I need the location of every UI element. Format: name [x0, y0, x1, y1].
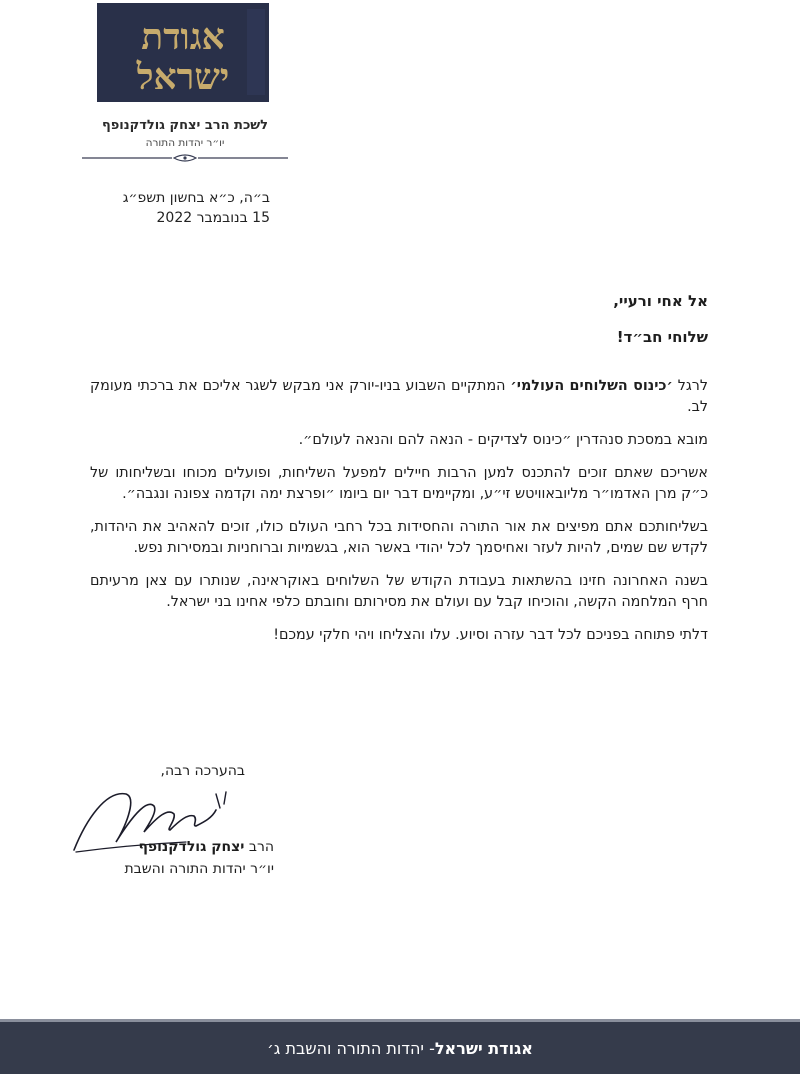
office-title: לשכת הרב יצחק גולדקנופף — [101, 118, 269, 133]
footer-party-name: אגודת ישראל — [434, 1038, 533, 1058]
hebrew-date: ב״ה, כ״א בחשון תשפ״ג — [122, 190, 270, 206]
gregorian-date: 15 בנובמבר 2022 — [156, 210, 270, 226]
signer-name-line — [60, 836, 274, 858]
paragraph-4: בשליחותכם אתם מפיצים את אור התורה והחסידות בכל רחבי העולם כולו, זוכים להאהיב את היהדות, לקדש שם שמים, להיות לעזר ואחיסמך לכל יהודי באשר הוא, בגשמיות וברוחניות ובמסירות נפש. — [90, 519, 708, 556]
closing-salutation: בהערכה רבה, — [160, 763, 245, 779]
letter-date — [100, 188, 270, 228]
event-name: ׳כינוס השלוחים העולמי׳ — [510, 378, 673, 394]
signer-block — [60, 836, 274, 880]
signer-title: הרב — [244, 839, 274, 855]
greeting — [613, 283, 708, 355]
party-logo — [97, 3, 269, 102]
paragraph-1-start: לרגל — [672, 378, 708, 394]
paragraph-2: מובא במסכת סנהדרין ״כינוס לצדיקים - הנאה להם והנאה לעולם״. — [298, 432, 708, 448]
paragraph-6: דלתי פתוחה בפניכם לכל דבר עזרה וסיוע. עלו והצליחו ויהי חלקי עמכם! — [273, 627, 708, 643]
office-subtitle: יו״ר יהדות התורה — [145, 137, 225, 149]
footer-bar — [0, 1022, 800, 1074]
signer-role: יו״ר יהדות התורה והשבת — [124, 861, 274, 877]
party-logo-graphic — [97, 3, 269, 102]
greeting-line-1: אל אחי ורעיי, — [613, 292, 708, 310]
signer-name: יצחק גולדקנופף — [138, 839, 245, 855]
greeting-line-2: שלוחי חב״ד! — [616, 328, 708, 346]
divider-ornament — [82, 153, 288, 163]
paragraph-3: אשריכם שאתם זוכים להתכנס למען הרבות חיילים למפעל השליחות, ופועלים מכוחו ובשליחותו של כ״ק מרן האדמו״ר מליובאוויטש זי״ע, ומקיימים דבר יום ביומו ״ופרצת ימה וקדמה צפונה ונגבה״. — [90, 465, 708, 502]
logo-text-line1: אגודת — [141, 16, 225, 58]
paragraph-5: בשנה האחרונה חזינו בהשתאות בעבודת הקודש של השלוחים באוקראינה, שנותרו עם צאן מרעיתם חרף המלחמה הקשה, והוכיחו קבל עם ועולם את מסירותם וחובתם כלפי אחינו בני ישראל. — [90, 573, 708, 610]
logo-text-line2: ישראל — [136, 56, 230, 98]
paragraph-1-rest: המתקיים השבוע בניו-יורק אני מבקש לשגר אליכם את ברכתי מעומק לב. — [90, 378, 708, 415]
paragraph-1 — [90, 376, 708, 418]
letter-body — [90, 376, 708, 658]
footer-party-slogan: - יהדות התורה והשבת ג׳ — [267, 1038, 435, 1058]
